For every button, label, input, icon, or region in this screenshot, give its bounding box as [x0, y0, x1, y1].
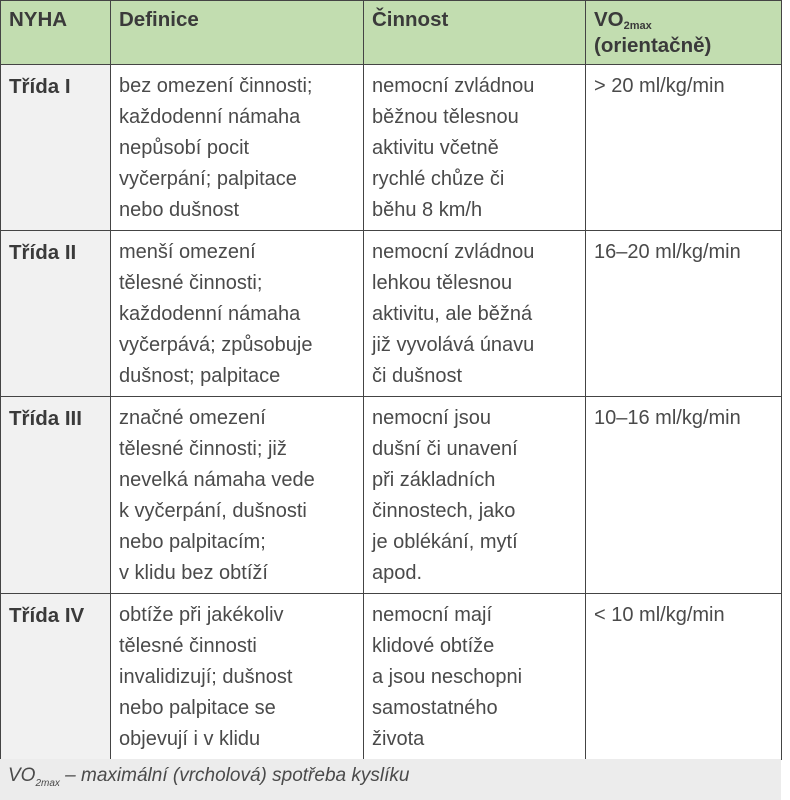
cell-line: běžnou tělesnou: [372, 106, 519, 128]
cell-line: invalidizují; dušnost: [119, 666, 293, 688]
table-row: [1, 65, 782, 231]
header-vo2-subscript: 2max: [623, 20, 652, 32]
cell-line: života: [372, 728, 425, 750]
cell-line: dušnost; palpitace: [119, 365, 281, 387]
cell-line: běhu 8 km/h: [372, 199, 483, 221]
cell-line: při základních: [372, 469, 496, 491]
cell-line: značné omezení: [119, 407, 266, 429]
cell-line: nebo dušnost: [119, 199, 240, 221]
vo2-cell: 10–16 ml/kg/min: [586, 397, 782, 594]
cell-line: klidové obtíže: [372, 635, 495, 657]
cell-line: již vyvolává únavu: [372, 334, 535, 356]
cell-line: tělesné činnosti;: [119, 272, 263, 294]
header-cinnost: Činnost: [364, 1, 586, 65]
cell-line: nemocní zvládnou: [372, 75, 535, 97]
cell-line: aktivitu včetně: [372, 137, 499, 159]
cell-line: objevují i v klidu: [119, 728, 261, 750]
cell-line: nepůsobí pocit: [119, 137, 250, 159]
table-row: [1, 397, 782, 594]
class-cell: Třída IV: [1, 594, 111, 760]
cell-line: bez omezení činnosti;: [119, 75, 313, 97]
cell-line: každodenní námaha: [119, 303, 301, 325]
cinnost-cell: [364, 397, 586, 594]
header-vo2max: [586, 1, 782, 65]
footnote: [0, 759, 781, 800]
class-cell: Třída I: [1, 65, 111, 231]
cell-line: k vyčerpání, dušnosti: [119, 500, 307, 522]
header-row: [1, 1, 782, 65]
definice-cell: [111, 397, 364, 594]
header-definice: Definice: [111, 1, 364, 65]
table-row: [1, 231, 782, 397]
cell-line: nemocní jsou: [372, 407, 491, 429]
cell-line: nebo palpitacím;: [119, 531, 266, 553]
definice-cell: [111, 231, 364, 397]
class-cell: Třída III: [1, 397, 111, 594]
cell-line: vyčerpání; palpitace: [119, 168, 297, 190]
cell-line: obtíže při jakékoliv: [119, 604, 284, 626]
cell-line: apod.: [372, 562, 423, 584]
cell-line: aktivitu, ale běžná: [372, 303, 533, 325]
cell-line: tělesné činnosti; již: [119, 438, 287, 460]
cell-line: vyčerpává; způsobuje: [119, 334, 313, 356]
cell-line: tělesné činnosti: [119, 635, 257, 657]
cinnost-cell: [364, 594, 586, 760]
header-vo2-prefix: VO: [594, 8, 624, 31]
class-cell: Třída II: [1, 231, 111, 397]
cell-line: lehkou tělesnou: [372, 272, 513, 294]
header-nyha: NYHA: [1, 1, 111, 65]
definice-cell: [111, 594, 364, 760]
footnote-prefix: VO: [8, 765, 36, 786]
cell-line: a jsou neschopni: [372, 666, 523, 688]
cell-line: dušní či unavení: [372, 438, 518, 460]
cell-line: v klidu bez obtíží: [119, 562, 268, 584]
table-row: [1, 594, 782, 760]
cell-line: nevelká námaha vede: [119, 469, 315, 491]
vo2-cell: < 10 ml/kg/min: [586, 594, 782, 760]
cell-line: nemocní mají: [372, 604, 493, 626]
cell-line: je oblékání, mytí: [372, 531, 518, 553]
header-vo2-suffix: (orientačně): [594, 34, 712, 57]
cell-line: činnostech, jako: [372, 500, 516, 522]
footnote-subscript: 2max: [35, 778, 60, 789]
footnote-text: – maximální (vrcholová) spotřeba kyslíku: [59, 765, 410, 786]
cinnost-cell: [364, 231, 586, 397]
vo2-cell: 16–20 ml/kg/min: [586, 231, 782, 397]
cell-line: či dušnost: [372, 365, 463, 387]
cell-line: samostatného: [372, 697, 498, 719]
cell-line: menší omezení: [119, 241, 256, 263]
vo2-cell: > 20 ml/kg/min: [586, 65, 782, 231]
cell-line: nebo palpitace se: [119, 697, 276, 719]
cell-line: rychlé chůze či: [372, 168, 505, 190]
definice-cell: [111, 65, 364, 231]
cinnost-cell: [364, 65, 586, 231]
cell-line: nemocní zvládnou: [372, 241, 535, 263]
cell-line: každodenní námaha: [119, 106, 301, 128]
